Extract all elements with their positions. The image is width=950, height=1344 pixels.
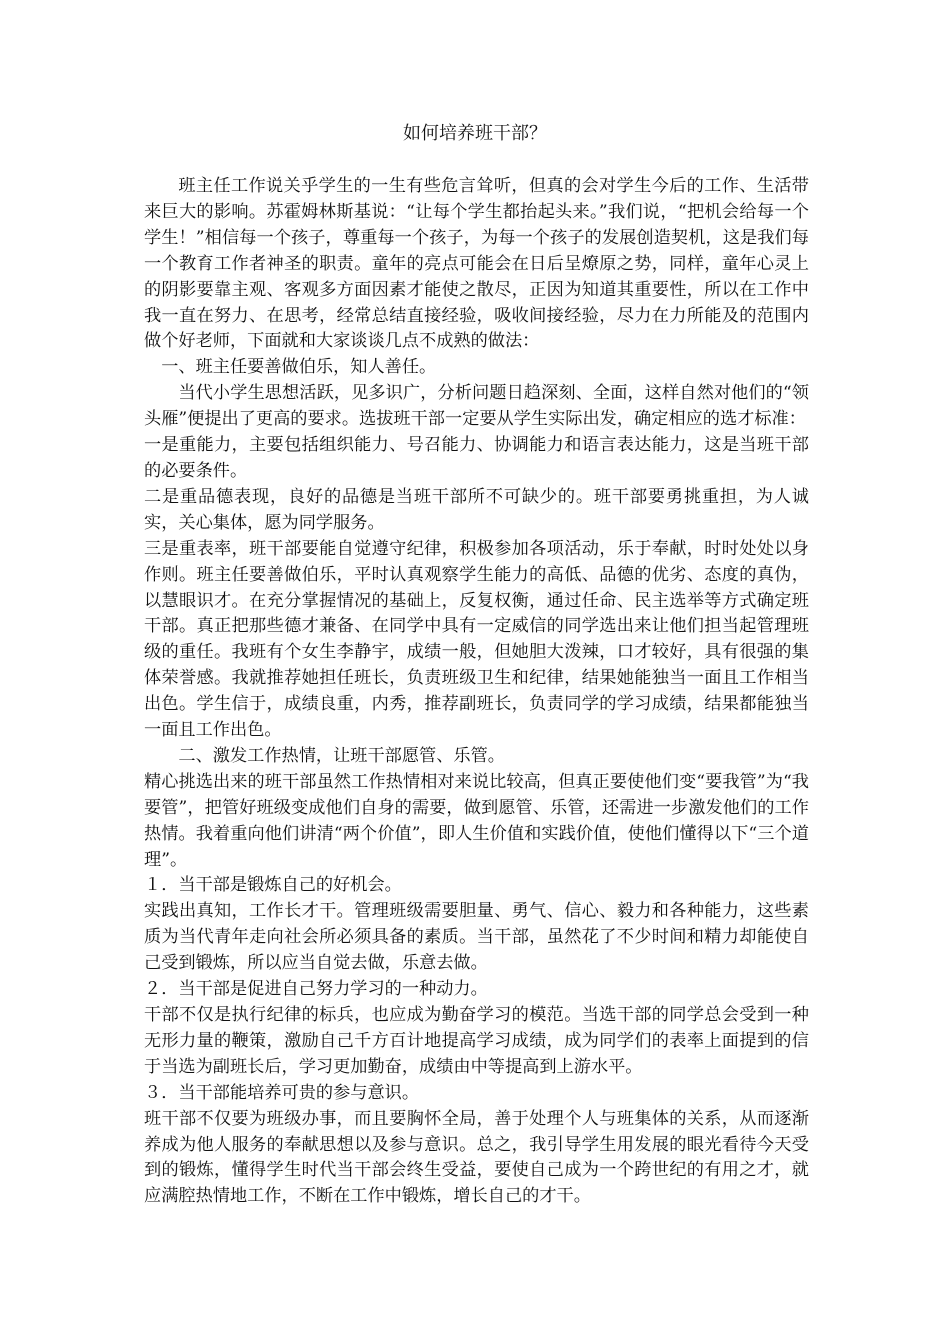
section-1-paragraph: 当代小学生思想活跃，见多识广，分析问题日趋深刻、全面，这样自然对他们的“领头雁”便提出了更高的要求。选拔班干部一定要从学生实际出发，确定相应的选才标准： [144,383,809,430]
criterion-example: 三是重表率，班干部要能自觉遵守纪律，积极参加各项活动，乐于奉献，时时处处以身作则。班主任要善做伯乐，平时认真观察学生能力的高低、品德的优劣、态度的真伪，以慧眼识才。在充分掌握情况的基础上，反复权衡，通过任命、民主选举等方式确定班干部。真正把那些德才兼备、在同学中具有一定威信的同学选出来让他们担当起管理班级的重任。我班有个女生李静宇，成绩一般，但她胆大泼辣，口才较好，具有很强的集体荣誉感。我就推荐她担任班长，负责班级卫生和纪律，结果她能独当一面且工作相当出色。学生信于，成绩良重，内秀，推荐副班长，负责同学的学习成绩，结果都能独当一面且工作出色。 [144,538,809,741]
section-heading-1: 一、班主任要善做伯乐，知人善任。 [161,357,437,378]
criterion-ability: 一是重能力，主要包括组织能力、号召能力、协调能力和语言表达能力，这是当班干部的必要条件。 [144,435,809,481]
point-2-paragraph: 干部不仅是执行纪律的标兵，也应成为勤奋学习的模范。当选干部的同学总会受到一种无形力量的鞭策，激励自己千方百计地提高学习成绩，成为同学们的表率上面提到的信于当选为副班长后，学习更加勤奋，成绩由中等提高到上游水平。 [144,1005,809,1077]
point-1-heading: １．当干部是锻炼自己的好机会。 [144,875,402,896]
point-1-paragraph: 实践出真知，工作长才干。管理班级需要胆量、勇气、信心、毅力和各种能力，这些素质为当代青年走向社会所必须具备的素质。当干部，虽然花了不少时间和精力却能使自己受到锻炼，所以应当自觉去做，乐意去做。 [144,901,809,974]
section-heading-2: 二、激发工作热情，让班干部愿管、乐管。 [178,745,505,766]
criterion-morality: 二是重品德表现，良好的品德是当班干部所不可缺少的。班干部要勇挑重担，为人诚实，关心集体，愿为同学服务。 [144,486,809,533]
section-2-paragraph: 精心挑选出来的班干部虽然工作热情相对来说比较高，但真正要使他们变“要我管”为“我要管”，把管好班级变成他们自身的需要，做到愿管、乐管，还需进一步激发他们的工作热情。我着重向他们讲清“两个价值”，即人生价值和实践价值，使他们懂得以下“三个道理”。 [144,771,809,870]
intro-paragraph: 班主任工作说关乎学生的一生有些危言耸听，但真的会对学生今后的工作、生活带来巨大的影响。苏霍姆林斯基说：“让每个学生都抬起头来。”我们说，“把机会给每一个学生！”相信每一个孩子，尊重每一个孩子，为每一个孩子的发展创造契机，这是我们每一个教育工作者神圣的职责。童年的亮点可能会在日后呈燎原之势，同样，童年心灵上的阴影要靠主观、客观多方面因素才能使之散尽，正因为知道其重要性，所以在工作中我一直在努力、在思考，经常总结直接经验，吸收间接经验，尽力在力所能及的范围内做个好老师，下面就和大家谈谈几点不成熟的做法： [144,176,809,352]
point-3-heading: ３．当干部能培养可贵的参与意识。 [144,1082,420,1103]
document-title: 如何培养班干部？ [403,123,547,144]
document-body [144,174,809,1210]
point-2-heading: ２．当干部是促进自己努力学习的一种动力。 [144,979,488,1000]
point-3-paragraph: 班干部不仅要为班级办事，而且要胸怀全局，善于处理个人与班集体的关系，从而逐渐养成为他人服务的奉献思想以及参与意识。总之，我引导学生用发展的眼光看待今天受到的锻炼，懂得学生时代当干部会终生受益，要使自己成为一个跨世纪的有用之才，就应满腔热情地工作，不断在工作中锻炼，增长自己的才干。 [144,1108,809,1207]
